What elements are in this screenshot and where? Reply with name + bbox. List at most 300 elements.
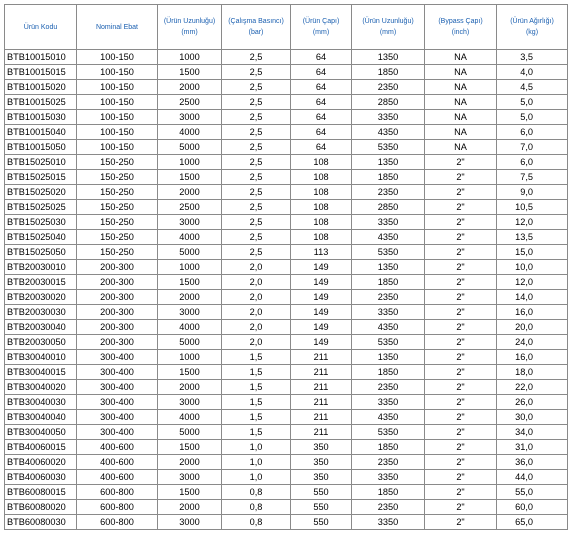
cell-product-weight: 3,5 <box>497 50 568 65</box>
cell-nominal-size: 150-250 <box>77 155 158 170</box>
cell-product-weight: 12,0 <box>497 215 568 230</box>
cell-product-code: BTB20030015 <box>5 275 77 290</box>
table-row <box>5 230 568 245</box>
cell-bypass-diameter: 2" <box>425 215 497 230</box>
cell-product-length: 1500 <box>158 65 222 80</box>
table-row <box>5 395 568 410</box>
cell-product-weight: 10,0 <box>497 260 568 275</box>
cell-bypass-diameter: 2" <box>425 335 497 350</box>
table-row <box>5 485 568 500</box>
cell-total-length: 2350 <box>352 80 425 95</box>
cell-product-diameter: 211 <box>291 395 352 410</box>
cell-total-length: 4350 <box>352 125 425 140</box>
cell-total-length: 3350 <box>352 305 425 320</box>
cell-product-diameter: 211 <box>291 425 352 440</box>
cell-product-length: 2000 <box>158 185 222 200</box>
cell-bypass-diameter: 2" <box>425 410 497 425</box>
cell-product-diameter: 149 <box>291 320 352 335</box>
cell-nominal-size: 100-150 <box>77 65 158 80</box>
product-spec-table <box>4 4 568 530</box>
cell-product-weight: 15,0 <box>497 245 568 260</box>
cell-bypass-diameter: NA <box>425 95 497 110</box>
cell-product-code: BTB30040050 <box>5 425 77 440</box>
table-row <box>5 185 568 200</box>
cell-product-weight: 30,0 <box>497 410 568 425</box>
cell-total-length: 1850 <box>352 275 425 290</box>
cell-product-length: 1000 <box>158 50 222 65</box>
cell-total-length: 1850 <box>352 440 425 455</box>
cell-nominal-size: 300-400 <box>77 380 158 395</box>
cell-nominal-size: 300-400 <box>77 425 158 440</box>
cell-product-length: 2000 <box>158 500 222 515</box>
cell-nominal-size: 300-400 <box>77 350 158 365</box>
cell-product-code: BTB10015030 <box>5 110 77 125</box>
cell-working-pressure: 2,0 <box>222 305 291 320</box>
table-row <box>5 65 568 80</box>
cell-product-code: BTB30040020 <box>5 380 77 395</box>
cell-working-pressure: 2,0 <box>222 275 291 290</box>
cell-product-weight: 14,0 <box>497 290 568 305</box>
cell-product-diameter: 149 <box>291 260 352 275</box>
cell-product-weight: 4,0 <box>497 65 568 80</box>
cell-total-length: 3350 <box>352 515 425 530</box>
table-row <box>5 170 568 185</box>
cell-product-code: BTB40060015 <box>5 440 77 455</box>
table-row <box>5 275 568 290</box>
cell-bypass-diameter: 2" <box>425 425 497 440</box>
header-label: Ürün Kodu <box>23 23 58 31</box>
cell-total-length: 1850 <box>352 65 425 80</box>
cell-working-pressure: 0,8 <box>222 515 291 530</box>
cell-product-weight: 6,0 <box>497 125 568 140</box>
cell-total-length: 1850 <box>352 170 425 185</box>
cell-product-length: 4000 <box>158 230 222 245</box>
cell-product-length: 4000 <box>158 410 222 425</box>
cell-product-code: BTB30040030 <box>5 395 77 410</box>
cell-product-weight: 22,0 <box>497 380 568 395</box>
table-row <box>5 245 568 260</box>
cell-nominal-size: 200-300 <box>77 335 158 350</box>
cell-working-pressure: 2,0 <box>222 290 291 305</box>
cell-total-length: 1350 <box>352 350 425 365</box>
table-row <box>5 110 568 125</box>
cell-product-length: 2500 <box>158 200 222 215</box>
header-label: Nominal Ebat <box>95 23 139 31</box>
cell-product-diameter: 64 <box>291 110 352 125</box>
cell-bypass-diameter: 2" <box>425 380 497 395</box>
cell-product-diameter: 211 <box>291 380 352 395</box>
cell-product-length: 1500 <box>158 170 222 185</box>
cell-product-code: BTB15025040 <box>5 230 77 245</box>
cell-product-code: BTB60080015 <box>5 485 77 500</box>
cell-product-diameter: 64 <box>291 50 352 65</box>
cell-working-pressure: 2,0 <box>222 260 291 275</box>
cell-total-length: 3350 <box>352 215 425 230</box>
cell-working-pressure: 2,5 <box>222 155 291 170</box>
table-row <box>5 95 568 110</box>
cell-bypass-diameter: 2" <box>425 245 497 260</box>
cell-nominal-size: 300-400 <box>77 410 158 425</box>
table-row <box>5 260 568 275</box>
cell-product-length: 2500 <box>158 95 222 110</box>
table-row <box>5 125 568 140</box>
cell-product-weight: 60,0 <box>497 500 568 515</box>
cell-total-length: 5350 <box>352 335 425 350</box>
cell-nominal-size: 150-250 <box>77 230 158 245</box>
cell-bypass-diameter: 2" <box>425 515 497 530</box>
cell-product-length: 3000 <box>158 470 222 485</box>
cell-working-pressure: 1,0 <box>222 440 291 455</box>
cell-nominal-size: 100-150 <box>77 125 158 140</box>
cell-total-length: 2350 <box>352 185 425 200</box>
cell-bypass-diameter: 2" <box>425 350 497 365</box>
cell-product-diameter: 211 <box>291 365 352 380</box>
cell-product-length: 4000 <box>158 125 222 140</box>
table-row <box>5 50 568 65</box>
header-label: (Ürün Uzunluğu) <box>362 18 414 25</box>
cell-bypass-diameter: 2" <box>425 455 497 470</box>
cell-product-length: 4000 <box>158 320 222 335</box>
cell-total-length: 1850 <box>352 365 425 380</box>
table-row <box>5 140 568 155</box>
cell-product-length: 1500 <box>158 365 222 380</box>
cell-product-length: 2000 <box>158 290 222 305</box>
table-header <box>5 5 568 50</box>
cell-product-weight: 55,0 <box>497 485 568 500</box>
header-label: (Çalışma Basıncı) <box>228 18 284 25</box>
cell-nominal-size: 200-300 <box>77 260 158 275</box>
header-unit: (mm) <box>312 29 330 36</box>
cell-product-weight: 44,0 <box>497 470 568 485</box>
cell-product-diameter: 350 <box>291 455 352 470</box>
cell-product-weight: 13,5 <box>497 230 568 245</box>
cell-total-length: 5350 <box>352 245 425 260</box>
table-row <box>5 290 568 305</box>
cell-product-code: BTB30040010 <box>5 350 77 365</box>
cell-bypass-diameter: 2" <box>425 275 497 290</box>
cell-total-length: 2350 <box>352 500 425 515</box>
header-label: (Ürün Çapı) <box>302 18 340 25</box>
table-row <box>5 365 568 380</box>
cell-total-length: 3350 <box>352 395 425 410</box>
cell-product-weight: 65,0 <box>497 515 568 530</box>
cell-total-length: 5350 <box>352 425 425 440</box>
cell-working-pressure: 2,5 <box>222 65 291 80</box>
cell-working-pressure: 1,5 <box>222 425 291 440</box>
cell-nominal-size: 600-800 <box>77 485 158 500</box>
cell-product-diameter: 550 <box>291 515 352 530</box>
cell-product-diameter: 64 <box>291 140 352 155</box>
cell-working-pressure: 2,5 <box>222 170 291 185</box>
cell-product-diameter: 149 <box>291 290 352 305</box>
cell-product-length: 3000 <box>158 515 222 530</box>
col-header-bypass-diameter <box>425 5 497 50</box>
cell-product-length: 1500 <box>158 485 222 500</box>
cell-bypass-diameter: NA <box>425 110 497 125</box>
cell-product-weight: 16,0 <box>497 350 568 365</box>
cell-product-length: 3000 <box>158 110 222 125</box>
cell-nominal-size: 400-600 <box>77 470 158 485</box>
cell-product-weight: 10,5 <box>497 200 568 215</box>
cell-product-diameter: 211 <box>291 350 352 365</box>
header-label: (Ürün Uzunluğu) <box>163 18 216 25</box>
cell-nominal-size: 400-600 <box>77 440 158 455</box>
cell-product-length: 2000 <box>158 80 222 95</box>
cell-working-pressure: 1,5 <box>222 395 291 410</box>
header-row <box>5 5 568 50</box>
cell-product-length: 1000 <box>158 260 222 275</box>
cell-product-length: 2000 <box>158 455 222 470</box>
col-header-working-pressure <box>222 5 291 50</box>
cell-nominal-size: 300-400 <box>77 395 158 410</box>
cell-product-weight: 24,0 <box>497 335 568 350</box>
cell-nominal-size: 100-150 <box>77 140 158 155</box>
col-header-total-length <box>352 5 425 50</box>
cell-product-code: BTB10015025 <box>5 95 77 110</box>
cell-product-code: BTB10015010 <box>5 50 77 65</box>
cell-nominal-size: 150-250 <box>77 215 158 230</box>
cell-bypass-diameter: 2" <box>425 500 497 515</box>
cell-product-code: BTB15025020 <box>5 185 77 200</box>
header-unit: (inch) <box>451 29 470 36</box>
cell-product-length: 1000 <box>158 350 222 365</box>
cell-bypass-diameter: 2" <box>425 230 497 245</box>
cell-product-weight: 26,0 <box>497 395 568 410</box>
cell-product-diameter: 108 <box>291 230 352 245</box>
cell-working-pressure: 2,5 <box>222 80 291 95</box>
table-row <box>5 410 568 425</box>
cell-bypass-diameter: 2" <box>425 470 497 485</box>
cell-bypass-diameter: 2" <box>425 485 497 500</box>
cell-product-weight: 7,0 <box>497 140 568 155</box>
cell-product-diameter: 350 <box>291 440 352 455</box>
cell-nominal-size: 100-150 <box>77 50 158 65</box>
col-header-product-diameter <box>291 5 352 50</box>
cell-nominal-size: 150-250 <box>77 245 158 260</box>
cell-bypass-diameter: NA <box>425 140 497 155</box>
cell-product-diameter: 108 <box>291 155 352 170</box>
cell-bypass-diameter: NA <box>425 80 497 95</box>
cell-product-length: 3000 <box>158 395 222 410</box>
cell-bypass-diameter: 2" <box>425 200 497 215</box>
table-row <box>5 335 568 350</box>
cell-bypass-diameter: 2" <box>425 365 497 380</box>
cell-working-pressure: 2,0 <box>222 335 291 350</box>
cell-nominal-size: 200-300 <box>77 275 158 290</box>
table-row <box>5 440 568 455</box>
col-header-nominal-size <box>77 5 158 50</box>
cell-product-code: BTB40060030 <box>5 470 77 485</box>
cell-product-diameter: 64 <box>291 125 352 140</box>
table-row <box>5 470 568 485</box>
cell-product-length: 5000 <box>158 245 222 260</box>
header-label: (Bypass Çapı) <box>438 18 483 25</box>
cell-product-code: BTB10015040 <box>5 125 77 140</box>
cell-product-weight: 12,0 <box>497 275 568 290</box>
cell-product-length: 5000 <box>158 140 222 155</box>
cell-product-code: BTB15025050 <box>5 245 77 260</box>
cell-total-length: 2850 <box>352 95 425 110</box>
cell-total-length: 5350 <box>352 140 425 155</box>
cell-product-weight: 18,0 <box>497 365 568 380</box>
cell-product-code: BTB20030050 <box>5 335 77 350</box>
cell-product-weight: 34,0 <box>497 425 568 440</box>
cell-product-code: BTB15025015 <box>5 170 77 185</box>
cell-product-diameter: 149 <box>291 335 352 350</box>
cell-product-diameter: 211 <box>291 410 352 425</box>
cell-working-pressure: 1,5 <box>222 350 291 365</box>
cell-product-code: BTB15025025 <box>5 200 77 215</box>
cell-product-code: BTB30040015 <box>5 365 77 380</box>
cell-product-diameter: 108 <box>291 200 352 215</box>
cell-nominal-size: 100-150 <box>77 95 158 110</box>
cell-product-code: BTB10015050 <box>5 140 77 155</box>
col-header-product-length <box>158 5 222 50</box>
table-row <box>5 455 568 470</box>
cell-nominal-size: 200-300 <box>77 320 158 335</box>
cell-product-diameter: 108 <box>291 215 352 230</box>
cell-product-code: BTB20030020 <box>5 290 77 305</box>
cell-nominal-size: 600-800 <box>77 515 158 530</box>
cell-bypass-diameter: 2" <box>425 305 497 320</box>
cell-nominal-size: 200-300 <box>77 305 158 320</box>
cell-product-weight: 20,0 <box>497 320 568 335</box>
cell-working-pressure: 2,5 <box>222 215 291 230</box>
table-row <box>5 200 568 215</box>
cell-total-length: 4350 <box>352 320 425 335</box>
cell-working-pressure: 1,5 <box>222 365 291 380</box>
cell-product-code: BTB30040040 <box>5 410 77 425</box>
cell-product-weight: 16,0 <box>497 305 568 320</box>
table-row <box>5 350 568 365</box>
cell-nominal-size: 150-250 <box>77 200 158 215</box>
cell-product-diameter: 64 <box>291 80 352 95</box>
header-unit: (mm) <box>181 29 198 36</box>
cell-nominal-size: 300-400 <box>77 365 158 380</box>
cell-working-pressure: 2,5 <box>222 230 291 245</box>
cell-total-length: 2850 <box>352 200 425 215</box>
col-header-product-weight <box>497 5 568 50</box>
table-row <box>5 320 568 335</box>
table-row <box>5 215 568 230</box>
cell-product-code: BTB10015015 <box>5 65 77 80</box>
cell-total-length: 3350 <box>352 110 425 125</box>
cell-product-diameter: 149 <box>291 305 352 320</box>
col-header-product-code <box>5 5 77 50</box>
cell-working-pressure: 2,5 <box>222 140 291 155</box>
cell-product-length: 5000 <box>158 425 222 440</box>
cell-product-weight: 5,0 <box>497 95 568 110</box>
cell-product-code: BTB20030010 <box>5 260 77 275</box>
cell-working-pressure: 2,5 <box>222 185 291 200</box>
cell-working-pressure: 1,0 <box>222 470 291 485</box>
cell-product-code: BTB60080030 <box>5 515 77 530</box>
cell-product-length: 3000 <box>158 305 222 320</box>
table-body <box>5 50 568 530</box>
cell-product-diameter: 64 <box>291 95 352 110</box>
cell-working-pressure: 1,5 <box>222 380 291 395</box>
cell-working-pressure: 2,5 <box>222 200 291 215</box>
table-row <box>5 425 568 440</box>
cell-total-length: 1850 <box>352 485 425 500</box>
cell-product-code: BTB40060020 <box>5 455 77 470</box>
cell-bypass-diameter: 2" <box>425 440 497 455</box>
header-unit: (mm) <box>379 29 397 36</box>
cell-working-pressure: 2,5 <box>222 125 291 140</box>
cell-bypass-diameter: 2" <box>425 155 497 170</box>
header-label: (Ürün Ağırlığı) <box>510 18 554 25</box>
cell-nominal-size: 200-300 <box>77 290 158 305</box>
cell-product-length: 5000 <box>158 335 222 350</box>
cell-product-code: BTB60080020 <box>5 500 77 515</box>
table-row <box>5 515 568 530</box>
cell-product-diameter: 550 <box>291 485 352 500</box>
cell-product-weight: 31,0 <box>497 440 568 455</box>
cell-product-length: 1500 <box>158 275 222 290</box>
cell-total-length: 2350 <box>352 455 425 470</box>
table-row <box>5 305 568 320</box>
cell-bypass-diameter: NA <box>425 65 497 80</box>
cell-nominal-size: 600-800 <box>77 500 158 515</box>
cell-nominal-size: 100-150 <box>77 80 158 95</box>
table-row <box>5 500 568 515</box>
cell-product-weight: 36,0 <box>497 455 568 470</box>
cell-working-pressure: 2,5 <box>222 95 291 110</box>
table-row <box>5 80 568 95</box>
cell-product-diameter: 108 <box>291 185 352 200</box>
cell-product-weight: 5,0 <box>497 110 568 125</box>
cell-product-diameter: 64 <box>291 65 352 80</box>
cell-product-weight: 7,5 <box>497 170 568 185</box>
cell-bypass-diameter: NA <box>425 125 497 140</box>
cell-bypass-diameter: NA <box>425 50 497 65</box>
cell-total-length: 4350 <box>352 410 425 425</box>
cell-bypass-diameter: 2" <box>425 185 497 200</box>
cell-product-diameter: 550 <box>291 500 352 515</box>
cell-product-diameter: 108 <box>291 170 352 185</box>
cell-working-pressure: 2,5 <box>222 110 291 125</box>
cell-total-length: 1350 <box>352 260 425 275</box>
cell-working-pressure: 1,5 <box>222 410 291 425</box>
cell-product-code: BTB15025010 <box>5 155 77 170</box>
cell-bypass-diameter: 2" <box>425 395 497 410</box>
cell-working-pressure: 2,5 <box>222 245 291 260</box>
cell-total-length: 2350 <box>352 380 425 395</box>
cell-product-diameter: 350 <box>291 470 352 485</box>
cell-product-length: 2000 <box>158 380 222 395</box>
cell-bypass-diameter: 2" <box>425 290 497 305</box>
cell-product-code: BTB15025030 <box>5 215 77 230</box>
cell-nominal-size: 100-150 <box>77 110 158 125</box>
cell-nominal-size: 150-250 <box>77 185 158 200</box>
cell-working-pressure: 2,5 <box>222 50 291 65</box>
cell-total-length: 1350 <box>352 50 425 65</box>
cell-working-pressure: 2,0 <box>222 320 291 335</box>
cell-working-pressure: 1,0 <box>222 455 291 470</box>
cell-bypass-diameter: 2" <box>425 260 497 275</box>
cell-bypass-diameter: 2" <box>425 320 497 335</box>
cell-product-length: 1000 <box>158 155 222 170</box>
cell-product-code: BTB10015020 <box>5 80 77 95</box>
cell-product-weight: 9,0 <box>497 185 568 200</box>
cell-product-code: BTB20030030 <box>5 305 77 320</box>
cell-total-length: 4350 <box>352 230 425 245</box>
cell-total-length: 3350 <box>352 470 425 485</box>
header-unit: (kg) <box>525 29 539 36</box>
cell-product-weight: 4,5 <box>497 80 568 95</box>
cell-product-code: BTB20030040 <box>5 320 77 335</box>
cell-total-length: 1350 <box>352 155 425 170</box>
